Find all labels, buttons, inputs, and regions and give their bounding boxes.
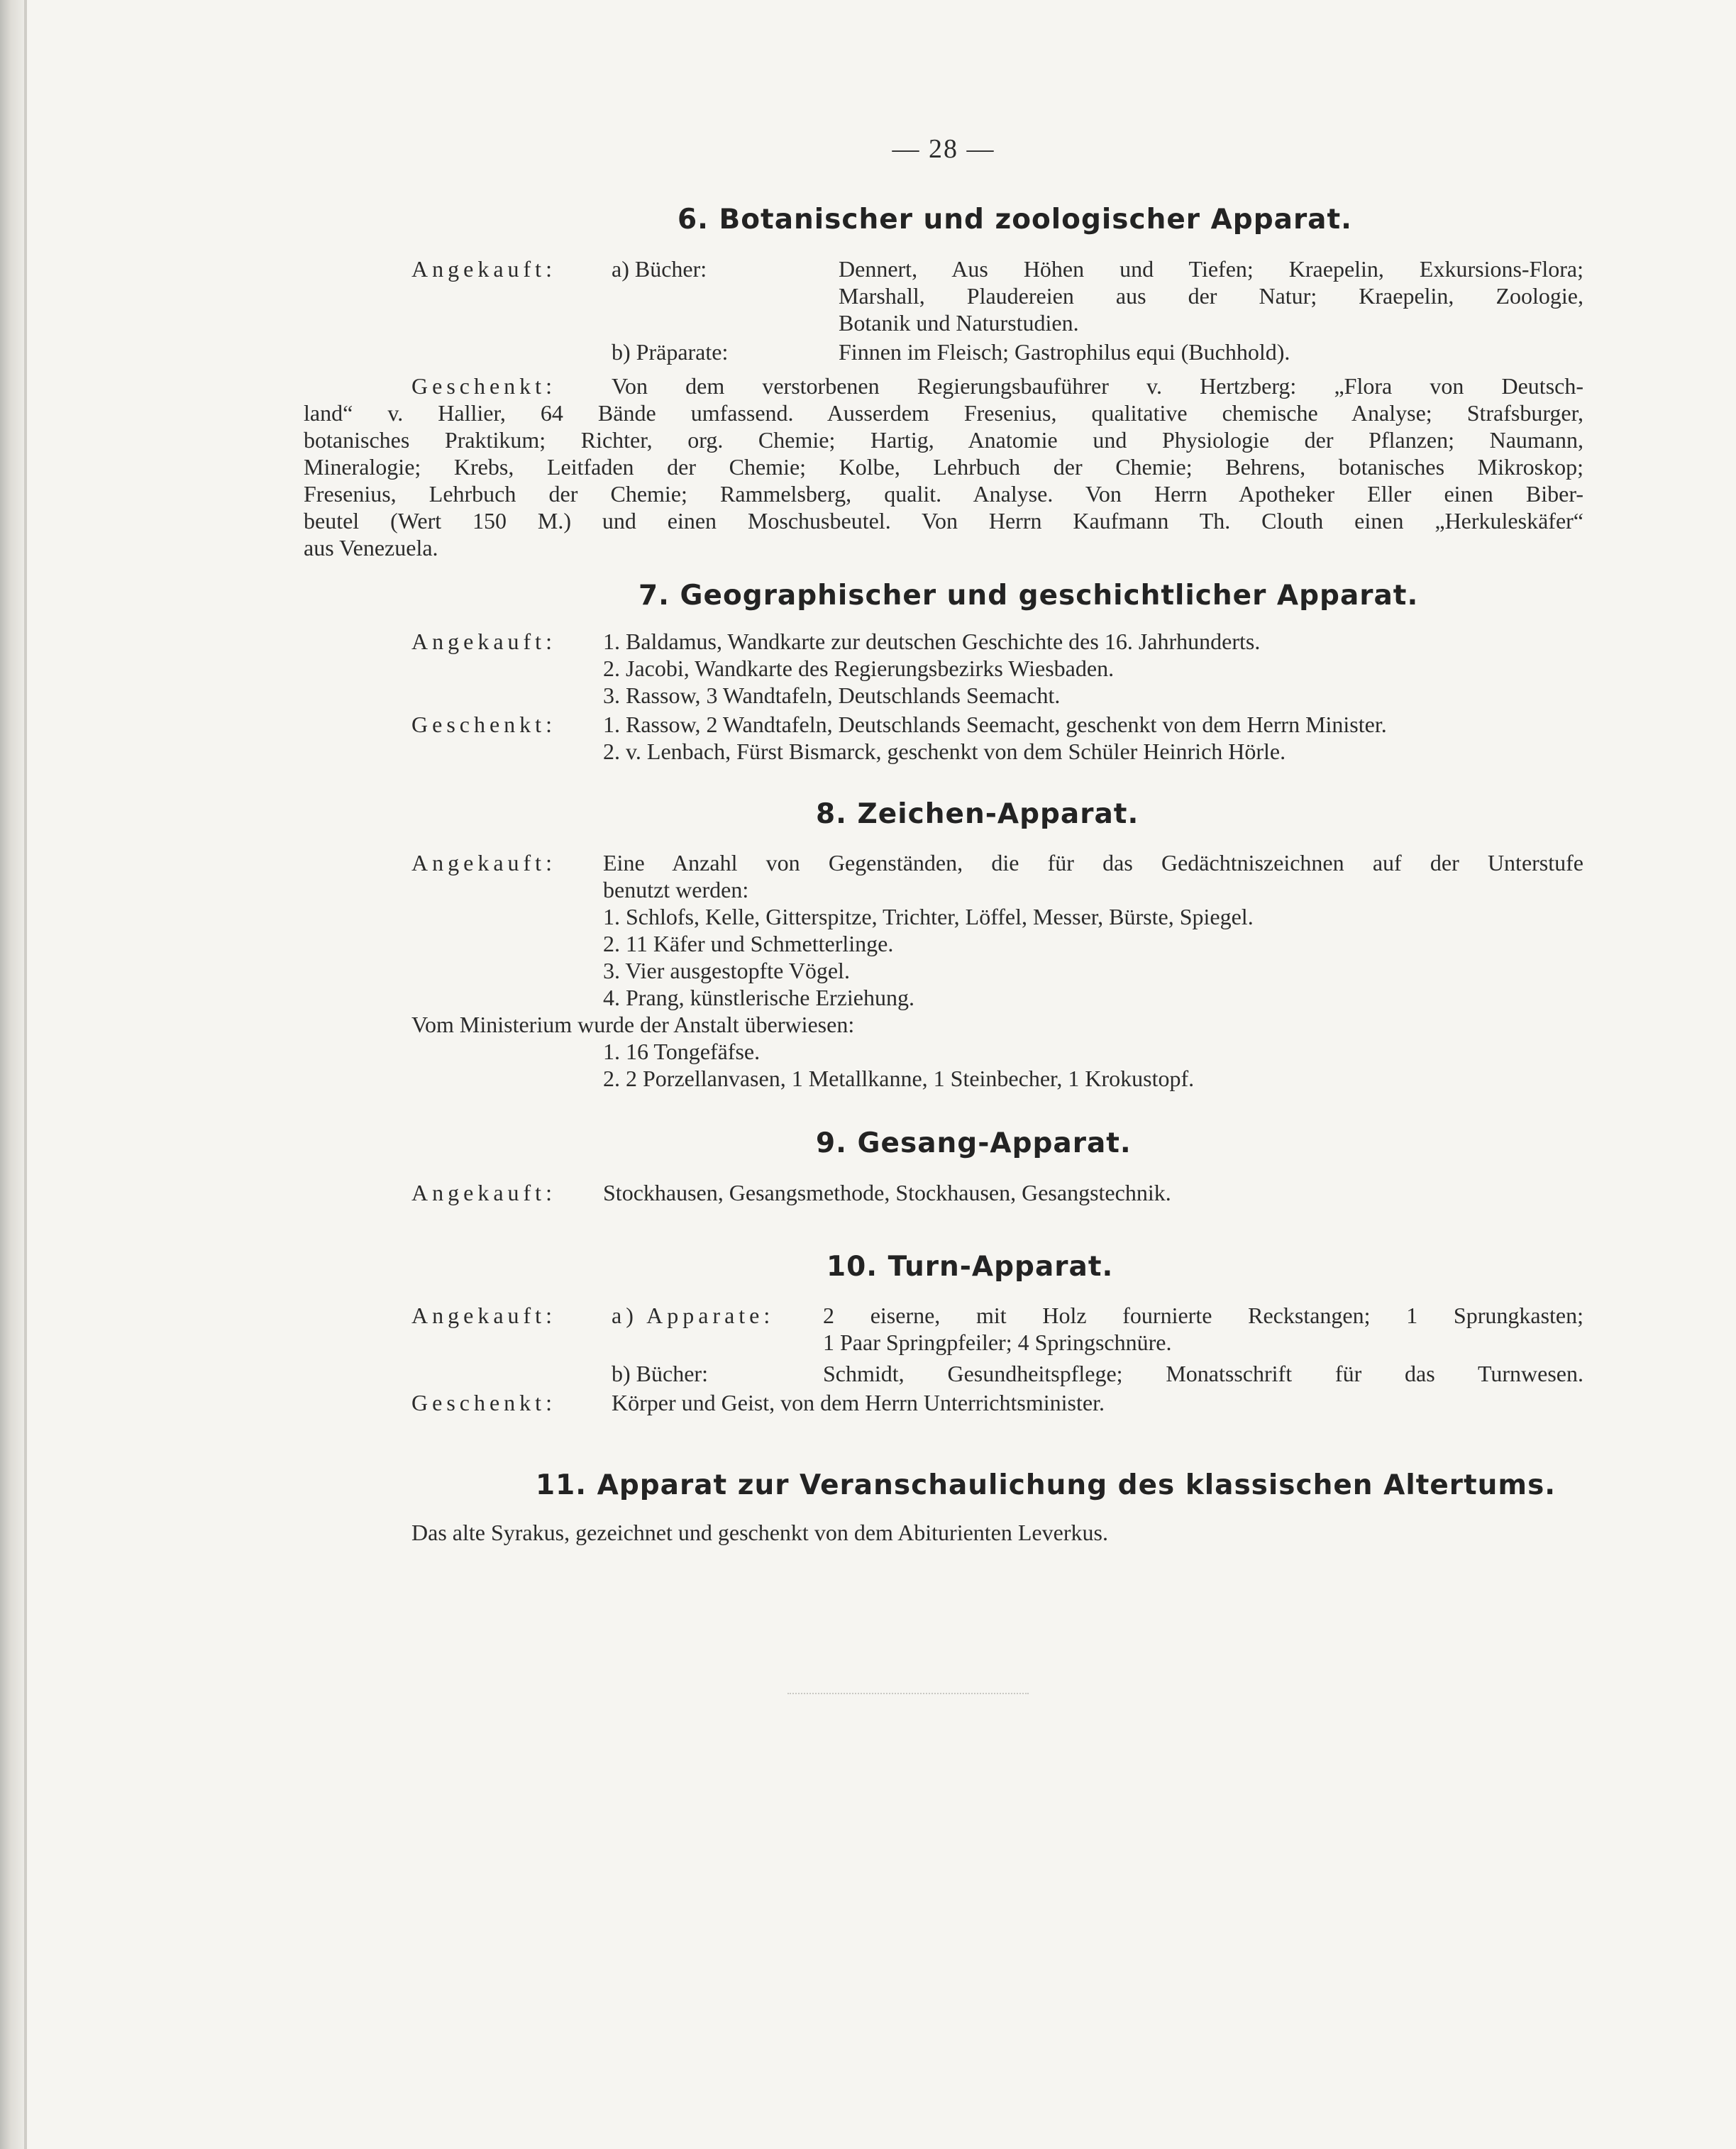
section-10-angekauft-label: Angekauft:: [411, 1303, 556, 1328]
section-10-heading: 10. Turn-Apparat.: [826, 1251, 1114, 1283]
section-6-heading: 6. Botanischer und zoologischer Apparat.: [678, 204, 1352, 236]
section-8-intro-line-2: benutzt werden:: [603, 877, 749, 902]
section-6-geschenkt-label: Geschenkt:: [411, 373, 556, 399]
section-6-buecher-label: a) Bücher:: [612, 256, 707, 282]
section-9-heading: 9. Gesang-Apparat.: [816, 1127, 1132, 1159]
section-8-item-3: 3. Vier ausgestopfte Vögel.: [603, 958, 850, 983]
page-number: — 28 —: [892, 134, 995, 164]
section-10-apparate-line-1: 2 eiserne, mit Holz fournierte Reckstangen; 1 Sprungkasten;: [823, 1303, 1583, 1328]
section-10-buecher-label: b) Bücher:: [612, 1361, 708, 1386]
section-8-ministerium-item-2: 2. 2 Porzellanvasen, 1 Metallkanne, 1 Steinbecher, 1 Krokustopf.: [603, 1066, 1195, 1091]
section-8-item-4: 4. Prang, künstlerische Erziehung.: [603, 985, 914, 1010]
section-7-geschenkt-item-1: 1. Rassow, 2 Wandtafeln, Deutschlands Seemacht, geschenkt von dem Herrn Minister.: [603, 712, 1387, 737]
section-7-geschenkt-item-2: 2. v. Lenbach, Fürst Bismarck, geschenkt von dem Schüler Heinrich Hörle.: [603, 739, 1286, 764]
section-6-geschenkt-line-3: botanisches Praktikum; Richter, org. Chemie; Hartig, Anatomie und Physiologie der Pflanzen; Naumann,: [304, 427, 1583, 453]
section-6-angekauft-label: Angekauft:: [411, 256, 556, 282]
section-10-buecher-text: Schmidt, Gesundheitspflege; Monatsschrift für das Turnwesen.: [823, 1361, 1583, 1386]
section-7-angekauft-item-1: 1. Baldamus, Wandkarte zur deutschen Geschichte des 16. Jahrhunderts.: [603, 629, 1261, 654]
section-10-apparate-label: a) Apparate:: [612, 1303, 775, 1328]
section-7-geschenkt-label: Geschenkt:: [411, 712, 556, 737]
section-9-angekauft-label: Angekauft:: [411, 1180, 556, 1205]
section-8-intro-line-1: Eine Anzahl von Gegenständen, die für das Gedächtniszeichnen auf der Unterstufe: [603, 850, 1583, 875]
section-8-item-2: 2. 11 Käfer und Schmetterlinge.: [603, 931, 894, 956]
section-7-angekauft-item-3: 3. Rassow, 3 Wandtafeln, Deutschlands Seemacht.: [603, 683, 1061, 708]
book-spine-shadow: [0, 0, 24, 2149]
section-7-angekauft-label: Angekauft:: [411, 629, 556, 654]
section-6-geschenkt-line-7: aus Venezuela.: [304, 535, 438, 560]
section-8-heading: 8. Zeichen-Apparat.: [816, 798, 1139, 830]
section-6-geschenkt-line-6: beutel (Wert 150 M.) und einen Moschusbeutel. Von Herrn Kaufmann Th. Clouth einen „Herkuleskäfer“: [304, 508, 1583, 534]
section-8-ministerium-item-1: 1. 16 Tongefäfse.: [603, 1039, 761, 1064]
section-8-item-1: 1. Schlofs, Kelle, Gitterspitze, Trichter, Löffel, Messer, Bürste, Spiegel.: [603, 904, 1254, 929]
section-10-geschenkt-label: Geschenkt:: [411, 1390, 556, 1415]
section-7-angekauft-item-2: 2. Jacobi, Wandkarte des Regierungsbezirks Wiesbaden.: [603, 656, 1115, 681]
section-10-geschenkt-text: Körper und Geist, von dem Herrn Unterrichtsminister.: [612, 1390, 1105, 1415]
section-8-angekauft-label: Angekauft:: [411, 850, 556, 875]
section-6-buecher-line-1: Dennert, Aus Höhen und Tiefen; Kraepelin, Exkursions-Flora;: [839, 256, 1583, 282]
section-8-ministerium-text: Vom Ministerium wurde der Anstalt überwiesen:: [411, 1012, 855, 1037]
section-11-text: Das alte Syrakus, gezeichnet und geschenkt von dem Abiturienten Leverkus.: [411, 1520, 1108, 1545]
page-edge: [24, 0, 27, 2149]
section-10-apparate-line-2: 1 Paar Springpfeiler; 4 Springschnüre.: [823, 1330, 1172, 1355]
section-9-text: Stockhausen, Gesangsmethode, Stockhausen, Gesangstechnik.: [603, 1180, 1171, 1205]
section-6-buecher-line-3: Botanik und Naturstudien.: [839, 310, 1079, 336]
section-6-geschenkt-line-4: Mineralogie; Krebs, Leitfaden der Chemie; Kolbe, Lehrbuch der Chemie; Behrens, botanisches Mikroskop;: [304, 454, 1583, 480]
section-6-buecher-line-2: Marshall, Plaudereien aus der Natur; Kraepelin, Zoologie,: [839, 283, 1583, 309]
section-6-geschenkt-line-5: Fresenius, Lehrbuch der Chemie; Rammelsberg, qualit. Analyse. Von Herrn Apotheker Eller einen Biber-: [304, 481, 1583, 507]
section-6-geschenkt-line-1: Von dem verstorbenen Regierungsbauführer v. Hertzberg: „Flora von Deutsch-: [612, 373, 1583, 399]
section-6-praeparate-text: Finnen im Fleisch; Gastrophilus equi (Buchhold).: [839, 339, 1290, 365]
section-7-heading: 7. Geographischer und geschichtlicher Apparat.: [638, 580, 1419, 612]
section-11-heading: 11. Apparat zur Veranschaulichung des klassischen Altertums.: [536, 1469, 1557, 1501]
closing-rule: [787, 1693, 1029, 1694]
section-6-praeparate-label: b) Präparate:: [612, 339, 729, 365]
section-6-geschenkt-line-2: land“ v. Hallier, 64 Bände umfassend. Ausserdem Fresenius, qualitative chemische Analyse; Strafsburger,: [304, 400, 1583, 426]
